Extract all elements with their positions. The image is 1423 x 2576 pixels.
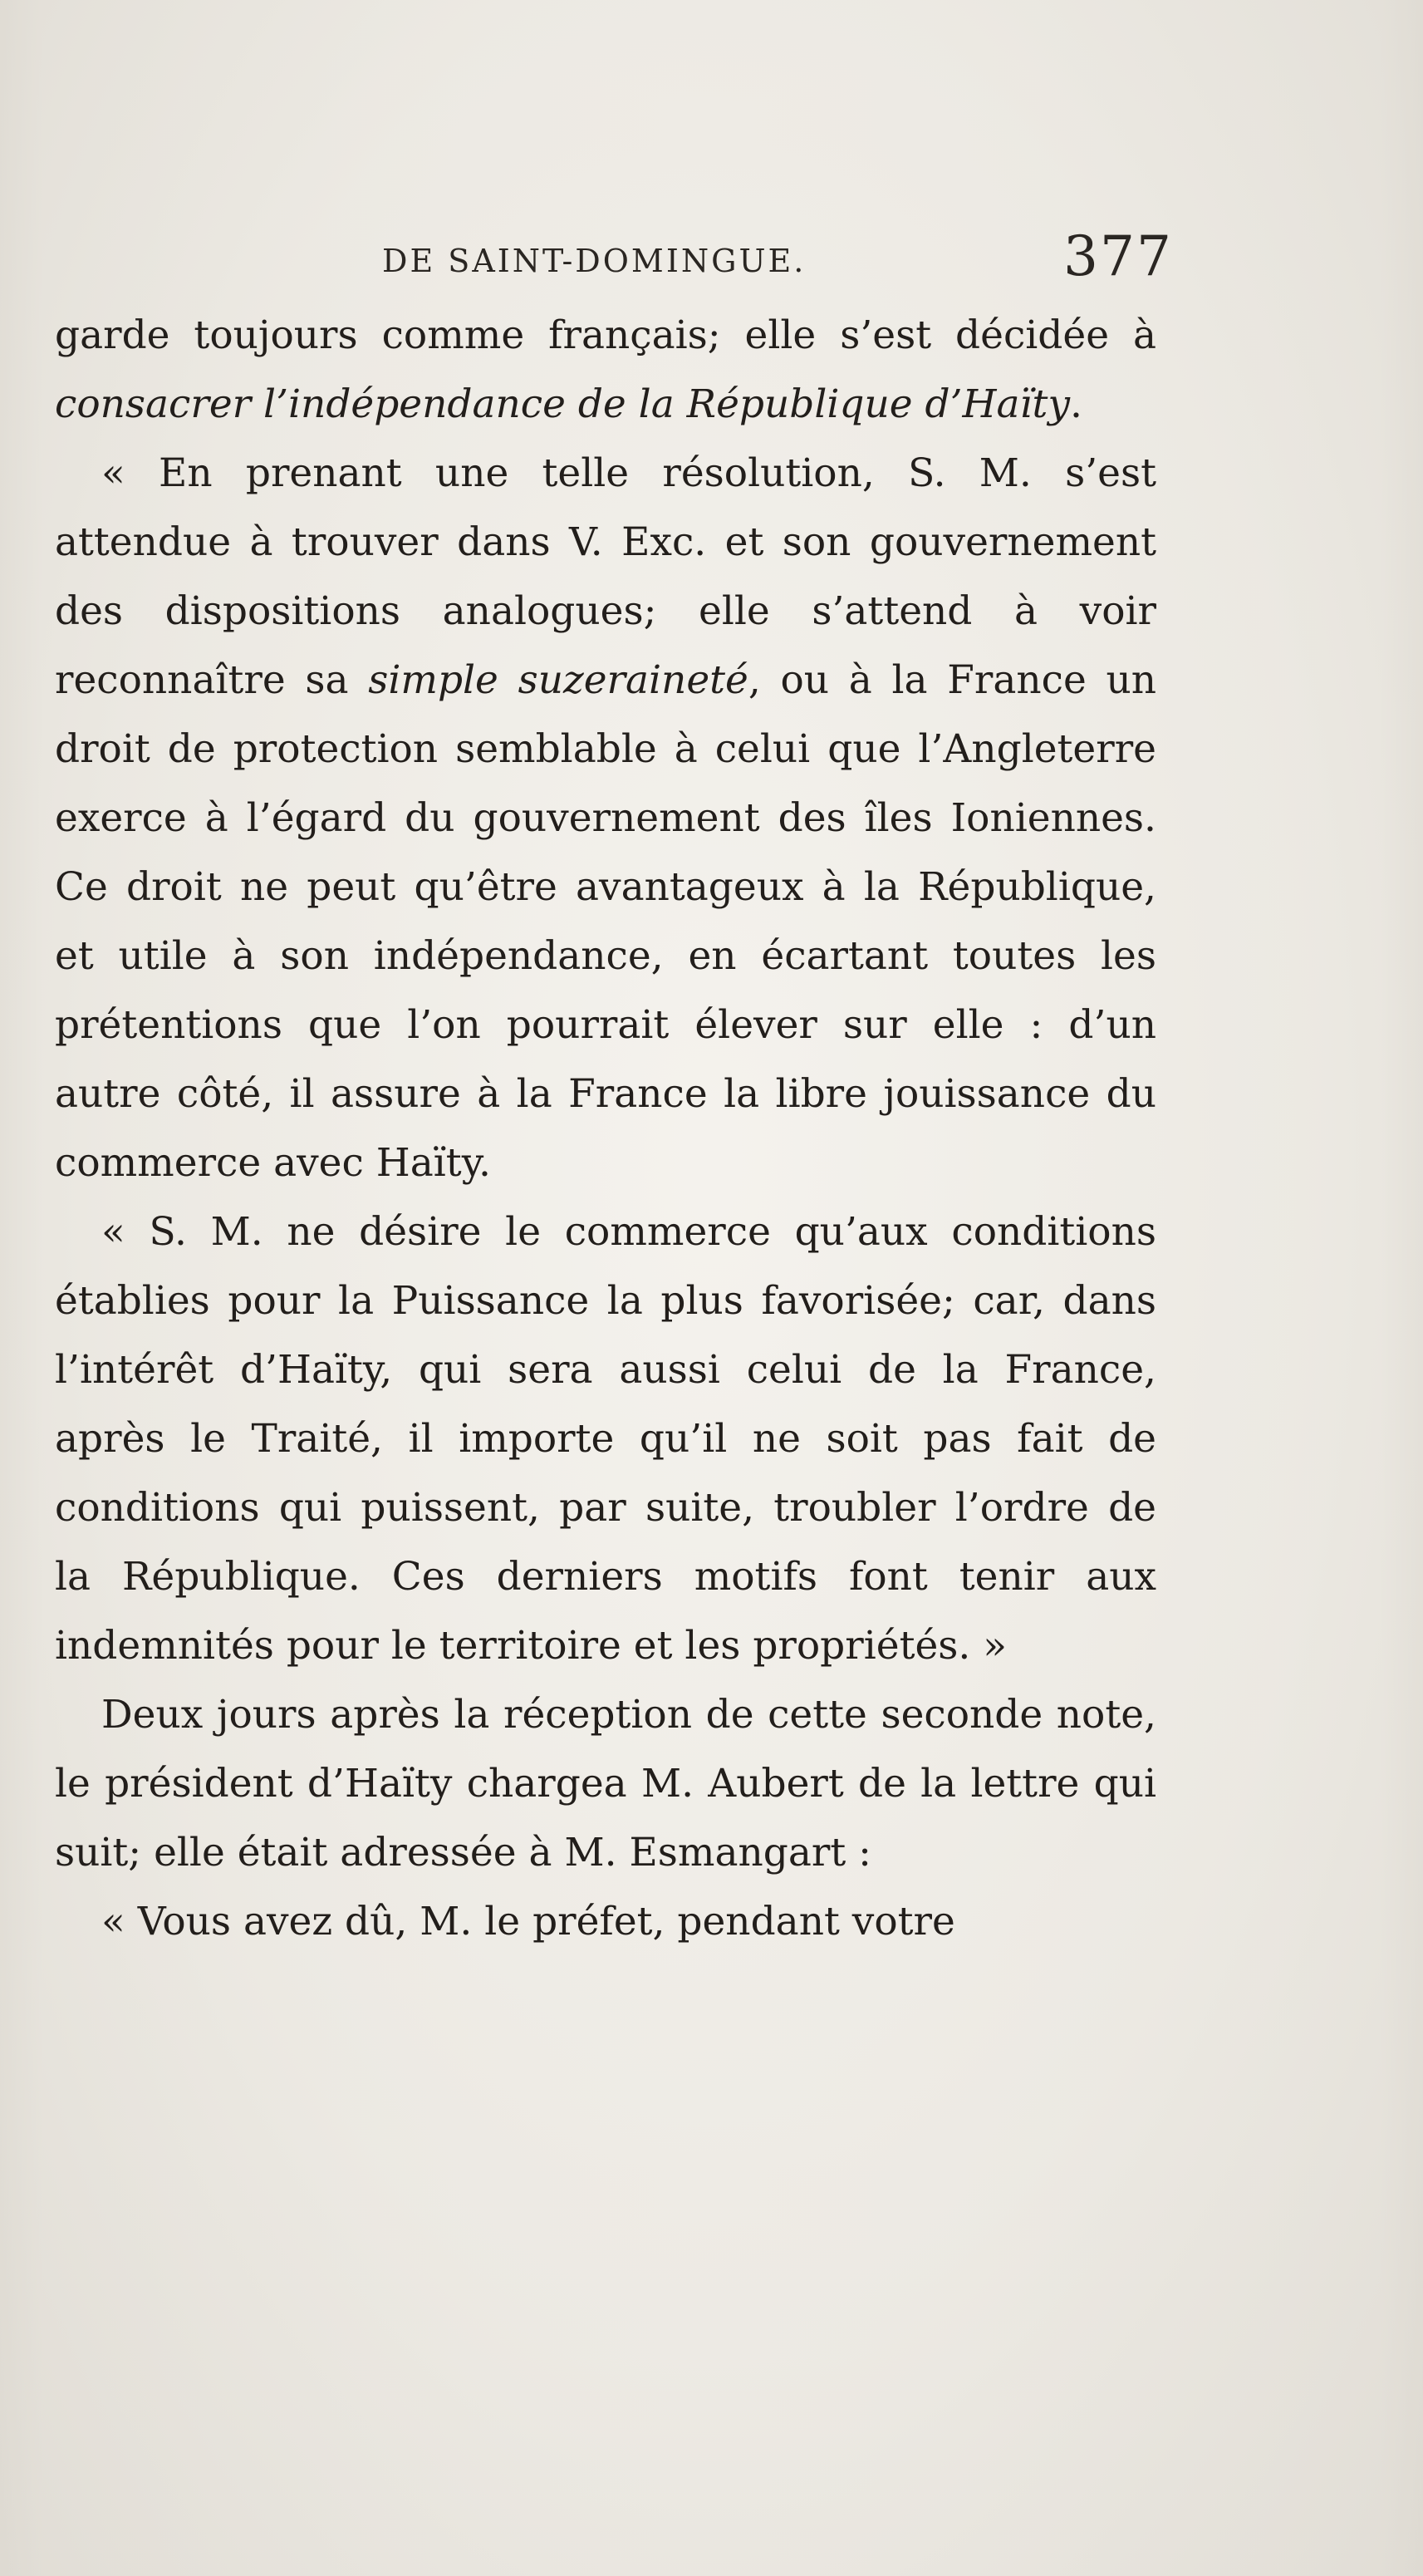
paragraph-3: « S. M. ne désire le commerce qu’aux conditions établies pour la Puissance la plus favorisée; car, dans l’intérêt d’Haïty, qui sera aussi celui de la France, après le Traité, il importe qu’il ne soit pas fait de conditions qui puissent, par suite, troubler l’ordre de la République. Ces derniers motifs font tenir aux indemnités pour le territoire et les propriétés. » (55, 1209, 1156, 1669)
paragraph-2-text-a: « En prenant une telle résolution, S. M. s’est attendue à trouver dans V. Exc. et son gouvernement des dispositions analogues; elle s’attend à voir reconnaître sa (55, 450, 1156, 703)
paragraph-2 (55, 439, 1156, 1197)
paragraph-1-text-b: . (1070, 381, 1082, 427)
paragraph-2-italic: simple suzeraineté (368, 657, 748, 703)
paragraph-4: Deux jours après la réception de cette seconde note, le président d’Haïty chargea M. Aubert de la lettre qui suit; elle était adressée à M. Esmangart : (55, 1692, 1156, 1875)
paragraph-1-text-a: garde toujours comme français; elle s’est décidée à (55, 312, 1156, 358)
running-head: DE SAINT-DOMINGUE. (382, 243, 807, 279)
body-text (55, 301, 1156, 1956)
page-number: 377 (1063, 224, 1173, 288)
paragraph-1 (55, 301, 1156, 439)
paragraph-1-italic: consacrer l’indépendance de la République d’Haïty (55, 381, 1070, 427)
paragraph-2-text-b: , ou à la France un droit de protection semblable à celui que l’Angleterre exerce à l’égard du gouvernement des îles Ioniennes. Ce droit ne peut qu’être avantageux à la République, et utile à son indépendance, en écartant toutes les prétentions que l’on pourrait élever sur elle : d’un autre côté, il assure à la France la libre jouissance du commerce avec Haïty. (55, 657, 1157, 1186)
paragraph-5: « Vous avez dû, M. le préfet, pendant votre (101, 1899, 955, 1944)
